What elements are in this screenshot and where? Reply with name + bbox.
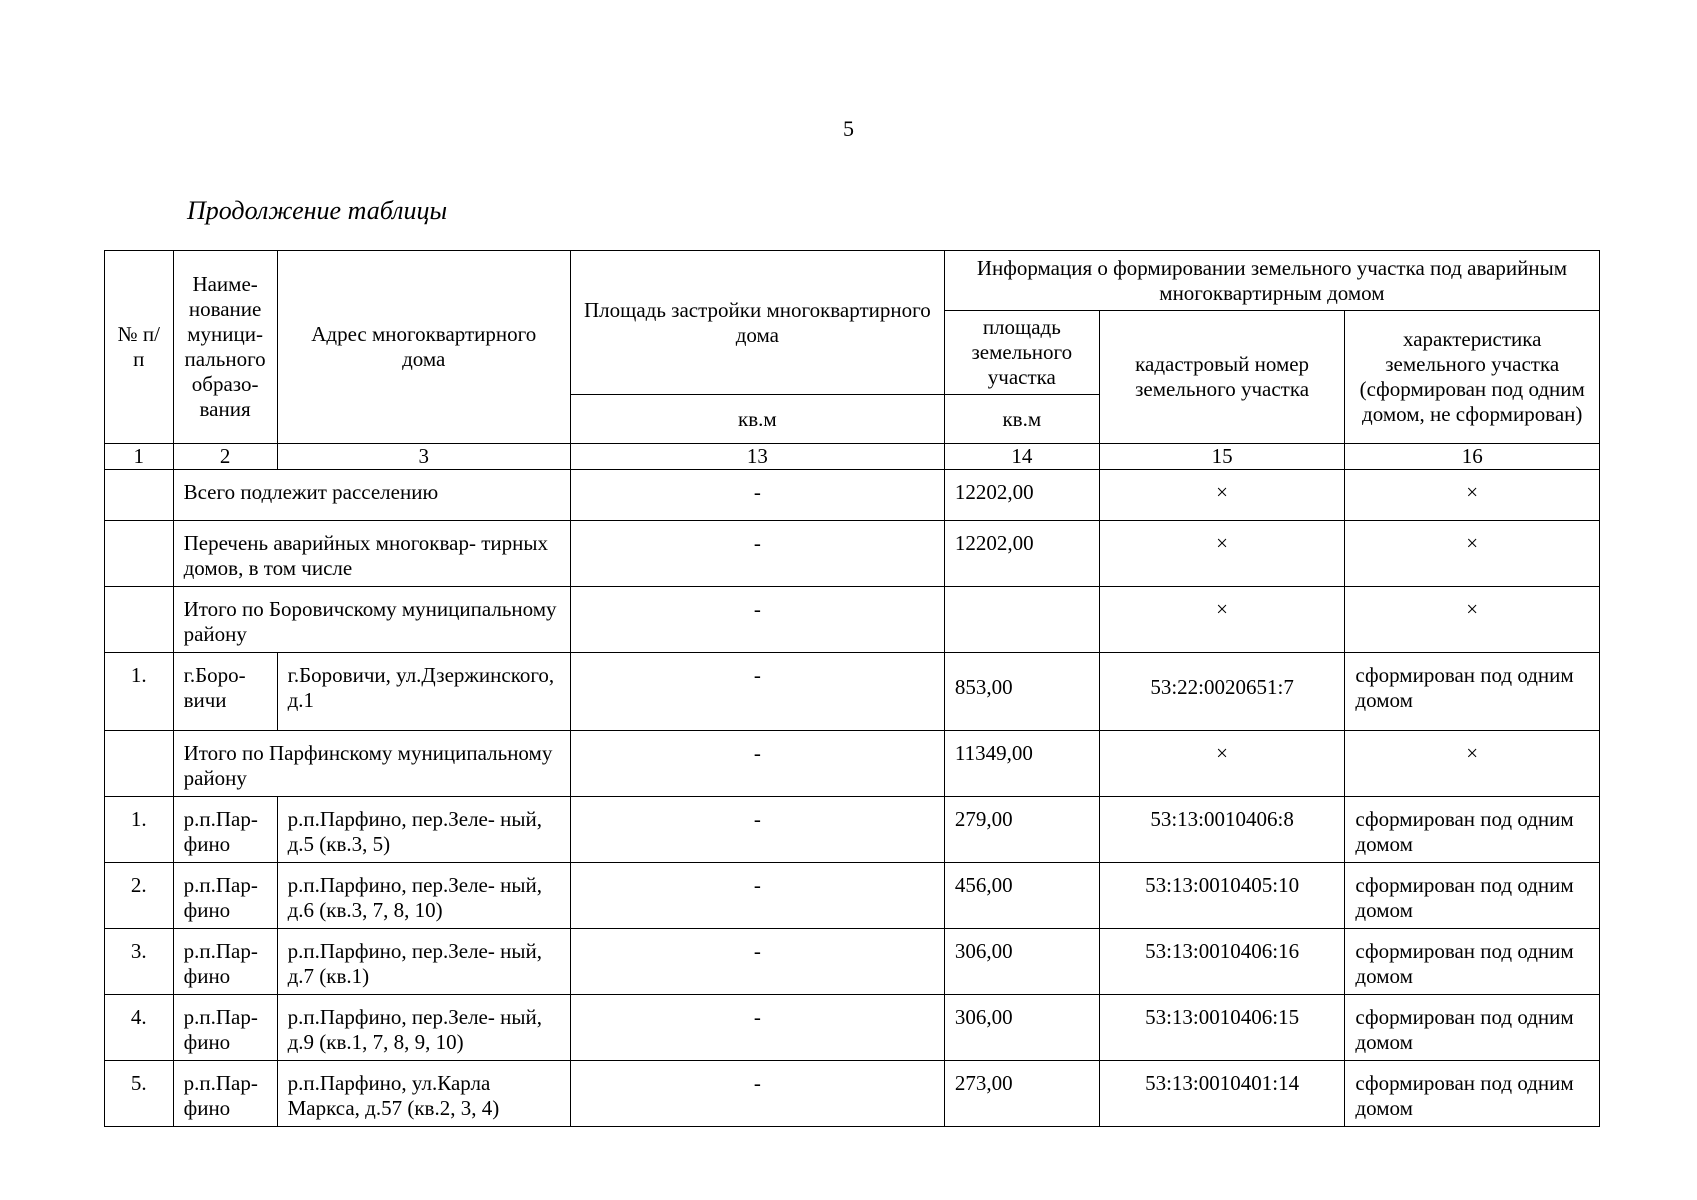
- building-area: -: [570, 587, 944, 653]
- summary-row-list: [105, 521, 1600, 587]
- characteristic: сформирован под одним домом: [1345, 797, 1600, 863]
- building-area: -: [570, 863, 944, 929]
- table-row: [105, 1061, 1600, 1127]
- building-area: -: [570, 731, 944, 797]
- land-area: 279,00: [944, 797, 1099, 863]
- summary-row-borovichi: [105, 587, 1600, 653]
- municipality: р.п.Пар- фино: [173, 797, 277, 863]
- characteristic: сформирован под одним домом: [1345, 929, 1600, 995]
- land-area: 853,00: [944, 653, 1099, 731]
- land-plot-table: [104, 250, 1600, 1127]
- column-numbers-row: [105, 444, 1600, 470]
- address: р.п.Парфино, пер.Зеле- ный, д.7 (кв.1): [277, 929, 570, 995]
- characteristic: ×: [1345, 470, 1600, 521]
- page-number: 5: [843, 116, 854, 141]
- column-number: 3: [277, 444, 570, 470]
- municipality: г.Боро- вичи: [173, 653, 277, 731]
- building-area: -: [570, 995, 944, 1061]
- column-number: 14: [944, 444, 1099, 470]
- summary-label: Итого по Боровичскому муниципальному району: [173, 587, 570, 653]
- characteristic: ×: [1345, 731, 1600, 797]
- column-number: 1: [105, 444, 174, 470]
- row-number: 5.: [105, 1061, 174, 1127]
- summary-label: Перечень аварийных многоквар- тирных домов, в том числе: [173, 521, 570, 587]
- summary-label: Всего подлежит расселению: [173, 470, 570, 521]
- land-area: 306,00: [944, 929, 1099, 995]
- address: р.п.Парфино, ул.Карла Маркса, д.57 (кв.2, 3, 4): [277, 1061, 570, 1127]
- characteristic: сформирован под одним домом: [1345, 653, 1600, 731]
- header-cadastral: кадастровый номер земельного участка: [1099, 311, 1345, 444]
- address: р.п.Парфино, пер.Зеле- ный, д.6 (кв.3, 7, 8, 10): [277, 863, 570, 929]
- table-row: [105, 929, 1600, 995]
- building-area: -: [570, 797, 944, 863]
- characteristic: ×: [1345, 521, 1600, 587]
- column-number: 16: [1345, 444, 1600, 470]
- characteristic: сформирован под одним домом: [1345, 1061, 1600, 1127]
- table-row: [105, 797, 1600, 863]
- address: г.Боровичи, ул.Дзержинского, д.1: [277, 653, 570, 731]
- row-number: 3.: [105, 929, 174, 995]
- column-number: 13: [570, 444, 944, 470]
- land-area: 12202,00: [944, 470, 1099, 521]
- summary-row-parfino: [105, 731, 1600, 797]
- table-caption: Продолжение таблицы: [187, 196, 448, 225]
- cadastral-number: 53:22:0020651:7: [1099, 653, 1345, 731]
- cadastral-number: 53:13:0010401:14: [1099, 1061, 1345, 1127]
- characteristic: ×: [1345, 587, 1600, 653]
- building-area: -: [570, 521, 944, 587]
- building-area: -: [570, 470, 944, 521]
- header-unit-land: кв.м: [944, 395, 1099, 444]
- row-number: 2.: [105, 863, 174, 929]
- header-characteristic: характеристика земельного участка (сформирован под одним домом, не сформирован): [1345, 311, 1600, 444]
- municipality: р.п.Пар- фино: [173, 929, 277, 995]
- address: р.п.Парфино, пер.Зеле- ный, д.5 (кв.3, 5): [277, 797, 570, 863]
- header-land-info: Информация о формировании земельного участка под аварийным многоквартирным домом: [944, 251, 1599, 311]
- row-number: 1.: [105, 797, 174, 863]
- column-number: 15: [1099, 444, 1345, 470]
- cadastral-number: ×: [1099, 521, 1345, 587]
- land-area: 11349,00: [944, 731, 1099, 797]
- building-area: -: [570, 929, 944, 995]
- building-area: -: [570, 1061, 944, 1127]
- table-row: [105, 995, 1600, 1061]
- characteristic: сформирован под одним домом: [1345, 995, 1600, 1061]
- summary-label: Итого по Парфинскому муниципальному району: [173, 731, 570, 797]
- summary-row-total: [105, 470, 1600, 521]
- table-row: [105, 653, 1600, 731]
- row-number: 1.: [105, 653, 174, 731]
- land-area: 12202,00: [944, 521, 1099, 587]
- table-row: [105, 863, 1600, 929]
- cadastral-number: 53:13:0010406:16: [1099, 929, 1345, 995]
- header-address: Адрес многоквартирного дома: [277, 251, 570, 444]
- land-area: 306,00: [944, 995, 1099, 1061]
- address: р.п.Парфино, пер.Зеле- ный, д.9 (кв.1, 7, 8, 9, 10): [277, 995, 570, 1061]
- header-no: № п/п: [105, 251, 174, 444]
- building-area: -: [570, 653, 944, 731]
- header-land-area: площадь земельного участка: [944, 311, 1099, 395]
- cadastral-number: 53:13:0010406:8: [1099, 797, 1345, 863]
- cadastral-number: ×: [1099, 587, 1345, 653]
- cadastral-number: ×: [1099, 470, 1345, 521]
- cadastral-number: ×: [1099, 731, 1345, 797]
- cadastral-number: 53:13:0010406:15: [1099, 995, 1345, 1061]
- header-unit-building: кв.м: [570, 395, 944, 444]
- row-number: 4.: [105, 995, 174, 1061]
- column-number: 2: [173, 444, 277, 470]
- header-municipality: Наиме- нование муници- пального образо- вания: [173, 251, 277, 444]
- municipality: р.п.Пар- фино: [173, 1061, 277, 1127]
- municipality: р.п.Пар- фино: [173, 863, 277, 929]
- header-building-area: Площадь застройки многоквартирного дома: [570, 251, 944, 395]
- characteristic: сформирован под одним домом: [1345, 863, 1600, 929]
- cadastral-number: 53:13:0010405:10: [1099, 863, 1345, 929]
- municipality: р.п.Пар- фино: [173, 995, 277, 1061]
- land-area: 456,00: [944, 863, 1099, 929]
- land-area: 273,00: [944, 1061, 1099, 1127]
- land-area: [944, 587, 1099, 653]
